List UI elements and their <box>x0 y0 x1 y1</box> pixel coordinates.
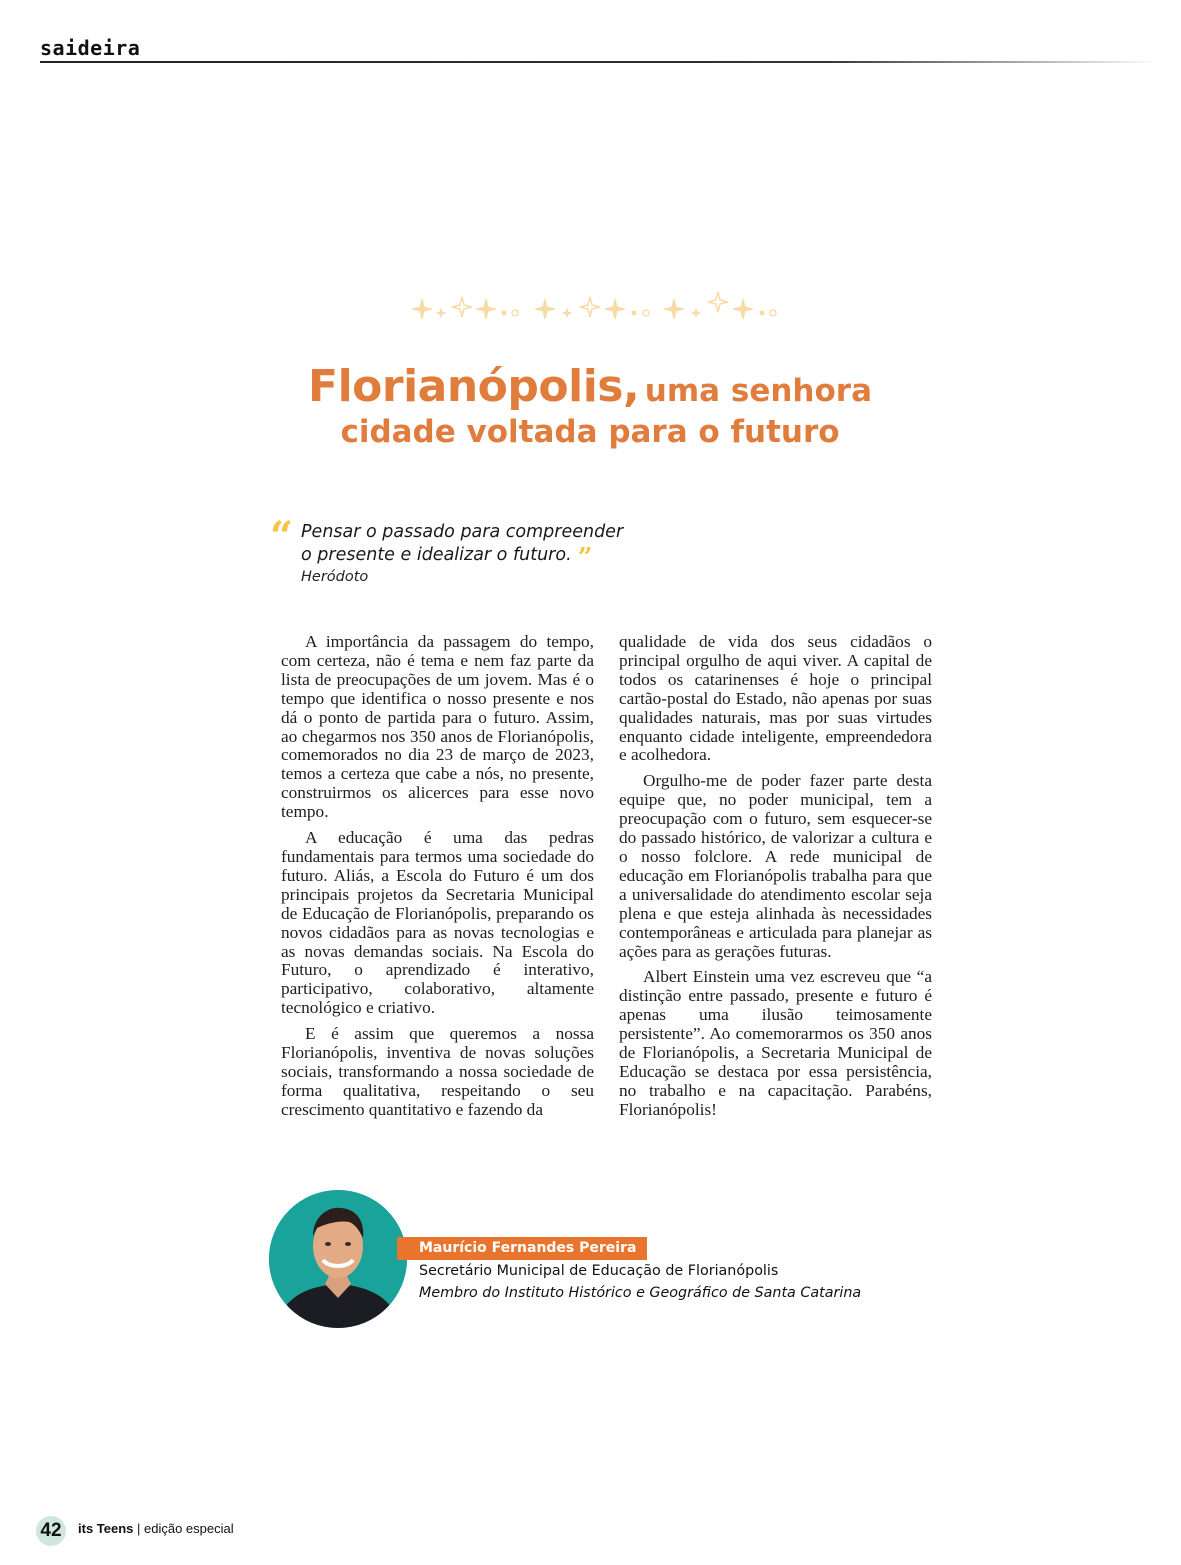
quote-author: Heródoto <box>301 569 369 585</box>
body-paragraph: Albert Einstein uma vez escreveu que “a distinção entre passado, presente e futuro é apenas uma ilusão teimosamente persistente”. Ao comemorarmos os 350 anos de Florianópolis, a Secretaria Municipal de Educação se destaca por essa persistência, no trabalho e na capacitação. Parabéns, Florianópolis! <box>619 967 932 1119</box>
sparkle-star-icon <box>535 299 555 319</box>
title-main: Florianópolis, <box>308 361 640 412</box>
title-line2: cidade voltada para o futuro <box>340 413 840 450</box>
sparkles-ornament <box>400 285 785 325</box>
header-rule <box>40 61 1160 63</box>
author-name: Maurício Fernandes Pereira <box>397 1237 647 1260</box>
sparkle-star-icon <box>563 309 571 317</box>
epigraph-quote <box>301 521 641 573</box>
quote-line-1: Pensar o passado para compreender <box>301 522 624 542</box>
sparkle-star-icon <box>412 299 432 319</box>
sparkle-star-icon <box>733 299 753 319</box>
close-quote-icon: ” <box>577 543 593 573</box>
quote-line-2: o presente e idealizar o futuro. ” <box>301 543 593 573</box>
body-paragraph: Orgulho-me de poder fazer parte desta equipe que, no poder municipal, tem a preocupação com o futuro, sem esquecer-se do passado histórico, de valorizar a cultura e o nosso folclore. A rede municipal de educação em Florianópolis trabalha para que a universalidade do atendimento escolar seja plena e que esteja alinhada às necessidades contemporâneas e articulada para planejar as ações para as gerações futuras. <box>619 771 932 961</box>
edition-label: | edição especial <box>137 1521 234 1536</box>
section-tag: saideira <box>40 36 141 60</box>
sparkle-star-icon <box>476 299 496 319</box>
sparkle-star-icon <box>437 309 445 317</box>
sparkle-ring-icon <box>770 310 776 316</box>
sparkle-outline-icon <box>580 297 600 317</box>
sparkle-ring-icon <box>643 310 649 316</box>
sparkle-dot-icon <box>632 311 636 315</box>
body-column-right <box>619 633 932 1127</box>
author-affiliation: Membro do Instituto Histórico e Geográfico de Santa Catarina <box>419 1285 862 1301</box>
footer-credit <box>78 1521 234 1536</box>
sparkle-outline-icon <box>708 292 728 312</box>
sparkle-star-icon <box>605 299 625 319</box>
body-paragraph: E é assim que queremos a nossa Florianópolis, inventiva de novas soluções sociais, transformando a nossa sociedade de forma qualitativa, respeitando o seu crescimento quantitativo e fazendo da <box>281 1024 594 1119</box>
sparkle-outline-icon <box>452 297 472 317</box>
sparkle-dot-icon <box>502 311 506 315</box>
article-title <box>240 362 940 450</box>
sparkle-dot-icon <box>760 311 764 315</box>
author-photo <box>269 1190 407 1328</box>
body-paragraph: A educação é uma das pedras fundamentais para termos uma sociedade do futuro. Aliás, a Escola do Futuro é um dos principais projetos da Secretaria Municipal de Educação de Florianópolis, preparando os novos cidadãos para as novas tecnologias e as novas demandas sociais. Na Escola do Futuro, o aprendizado é interativo, participativo, colaborativo, altamente tecnológico e criativo. <box>281 828 594 1018</box>
body-paragraph: A importância da passagem do tempo, com certeza, não é tema e nem faz parte da lista de preocupações de um jovem. Mas é o tempo que identifica o nosso presente e nos dá o ponto de partida para o futuro. Assim, ao chegarmos nos 350 anos de Florianópolis, comemorados no dia 23 de março de 2023, temos a certeza que cabe a nós, no presente, construirmos os alicerces para esse novo tempo. <box>281 632 594 822</box>
author-role: Secretário Municipal de Educação de Florianópolis <box>419 1263 779 1279</box>
open-quote-icon: “ <box>270 513 294 560</box>
body-column-left <box>281 633 594 1127</box>
title-rest: uma senhora <box>644 373 872 409</box>
page-number: 42 <box>36 1516 66 1546</box>
magazine-brand: its Teens <box>78 1521 134 1536</box>
sparkle-star-icon <box>692 309 700 317</box>
body-paragraph: qualidade de vida dos seus cidadãos o principal orgulho de aqui viver. A capital de todos os catarinenses é hoje o principal cartão-postal do Estado, não apenas por suas qualidades naturais, mas por suas virtudes enquanto cidade inteligente, empreendedora e acolhedora. <box>619 632 932 765</box>
sparkle-star-icon <box>664 299 684 319</box>
sparkle-ring-icon <box>512 310 518 316</box>
